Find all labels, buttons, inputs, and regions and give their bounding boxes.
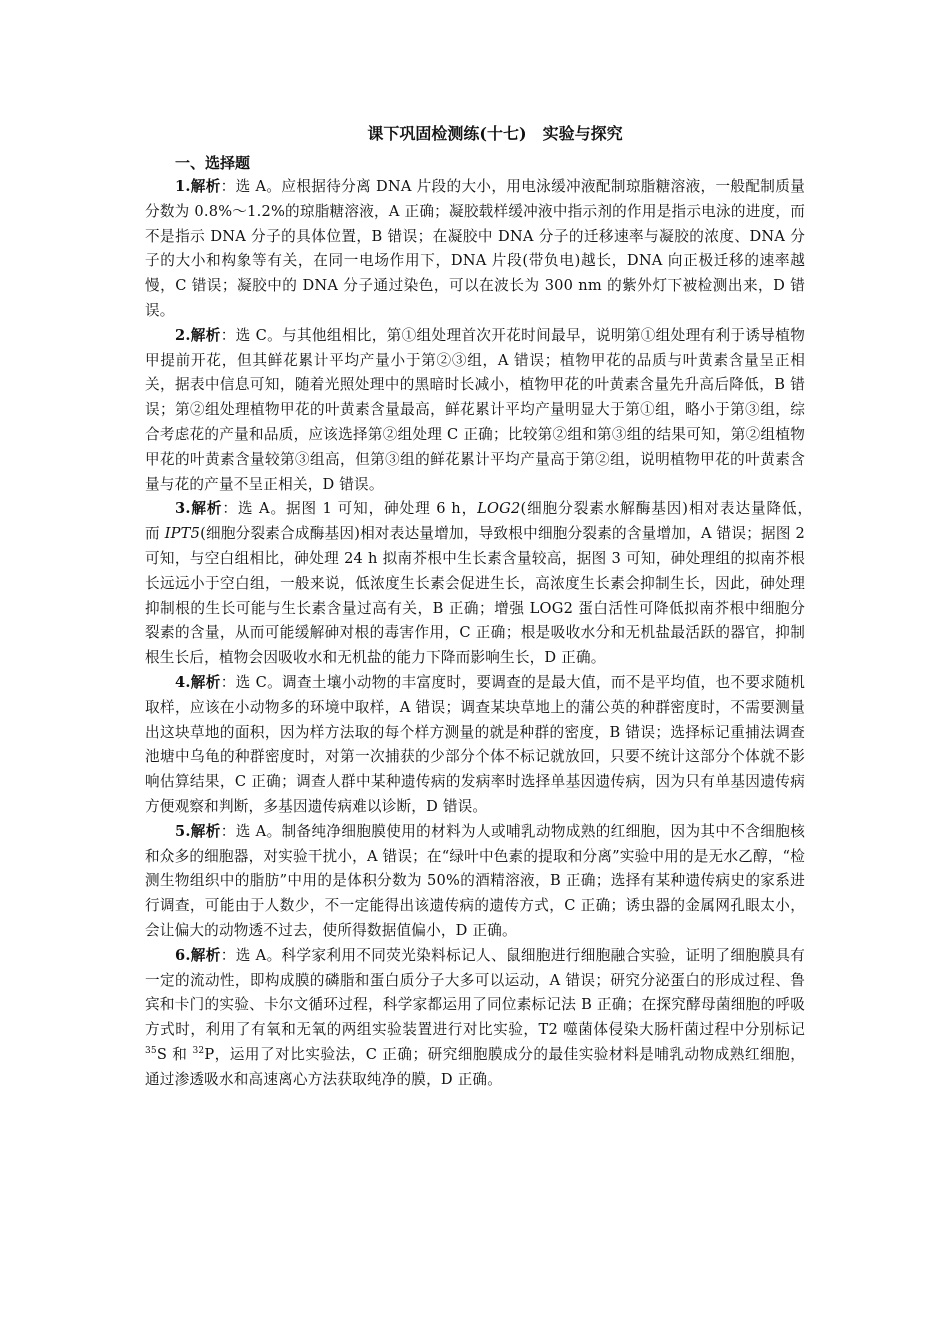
isotope-mass-number: 35: [145, 1046, 157, 1057]
answer-3: [145, 497, 820, 671]
answer-1: [145, 175, 805, 324]
answer-text: ：选 C。调查土壤小动物的丰富度时，要调查的是最大值，而不是平均值，也不要求随机取样，应该在小动物多的环境中取样，A 错误；调查某块草地上的蒲公英的种群密度时，不需要测量出这块草地的面积，因为样方法取的每个样方测量的就是种群的密度，B 错误；选择标记重捕法调查池塘中乌龟的种群密度时，对第一次捕获的少部分个体不标记就放回，只要不统计这部分个体就不影响估算结果，C 正确；调查人群中某种遗传病的发病率时选择单基因遗传病，因为只有单基因遗传病方便观察和判断，多基因遗传病难以诊断，D 错误。: [145, 673, 805, 815]
answer-4: [145, 671, 805, 820]
answer-label: 2.解析: [175, 326, 221, 344]
answer-text: (细胞分裂素水解酶基因)相对表达量降低， 而: [145, 500, 820, 543]
answer-label: 4.解析: [175, 673, 221, 691]
answer-text: ：选 A。科学家利用不同荧光染料标记人、鼠细胞进行细胞融合实验，证明了细胞膜具有一定的流动性，即构成膜的磷脂和蛋白质分子大多可以运动，A 错误；研究分泌蛋白的形成过程、鲁宾和卡门的实验、卡尔文循环过程，科学家都运用了同位素标记法 B 正确；在探究酵母菌细胞的呼吸方式时，利用了有氧和无氧的两组实验装置进行对比实验，T2 噬菌体侵染大肠杆菌过程中分别标记: [145, 946, 805, 1039]
answer-6: [145, 944, 805, 1093]
page-title: 课下巩固检测练(十七) 实验与探究: [367, 124, 623, 143]
gene-name: IPT5: [164, 525, 201, 543]
answer-label: 1.解析: [175, 178, 221, 195]
answer-label: 5.解析: [175, 822, 221, 840]
answer-text: ：选 A。制备纯净细胞膜使用的材料为人或哺乳动物成熟的红细胞，因为其中不含细胞核和众多的细胞器，对实验干扰小，A 错误；在“绿叶中色素的提取和分离”实验中用的是无水乙醇，“检测生物组织中的脂肪”中用的是体积分数为 50%的酒精溶液，B 正确；选择有某种遗传病史的家系进行调查，可能由于人数少，不一定能得出该遗传病的遗传方式，C 正确；诱虫器的金属网孔眼太小，会让偏大的动物透不过去，使所得数据值偏小，D 正确。: [145, 822, 805, 939]
answer-label: 3.解析: [175, 500, 223, 518]
answer-text: ：选 A。应根据待分离 DNA 片段的大小，用电泳缓冲液配制琼脂糖溶液，一般配制质量分数为 0.8%～1.2%的琼脂糖溶液，A 正确；凝胶载样缓冲液中指示剂的作用是指示电泳的进度，而不是指示 DNA 分子的具体位置，B 错误；在凝胶中 DNA 分子的迁移速率与凝胶的浓度、DNA 分子的大小和构象等有关，在同一电场作用下，DNA 片段(带负电)越长，DNA 向正极迁移的速率越慢，C 错误；凝胶中的 DNA 分子通过染色，可以在波长为 300 nm 的紫外灯下被检测出来，D 错误。: [145, 178, 805, 319]
answer-text: S 和: [156, 1045, 193, 1063]
gene-name: LOG2: [477, 500, 521, 518]
isotope-mass-number: 32: [192, 1046, 205, 1057]
answer-text: ：选 A。据图 1 可知，砷处理 6 h，: [222, 500, 478, 518]
answer-text: ：选 C。与其他组相比，第①组处理首次开花时间最早，说明第①组处理有利于诱导植物甲提前开花，但其鲜花累计平均产量小于第②③组，A 错误；植物甲花的品质与叶黄素含量呈正相关，据表中信息可知，随着光照处理中的黑暗时长减小，植物甲花的叶黄素含量先升高后降低，B 错误；第②组处理植物甲花的叶黄素含量最高，鲜花累计平均产量明显大于第①组，略小于第③组，综合考虑花的产量和品质，应该选择第②组处理 C 正确；比较第②组和第③组的结果可知，第②组植物甲花的叶黄素含量较第③组高，但第③组的鲜花累计平均产量高于第②组，说明植物甲花的叶黄素含量与花的产量不呈正相关，D 错误。: [145, 326, 805, 493]
answer-5: [145, 820, 805, 944]
document-body: [145, 123, 820, 1092]
answer-text: P，运用了对比实验法，C 正确；研究细胞膜成分的最佳实验材料是哺乳动物成熟红细胞，通过渗透吸水和高速离心方法获取纯净的膜，D 正确。: [145, 1045, 806, 1088]
answer-text: (细胞分裂素合成酶基因)相对表达量增加，导致根中细胞分裂素的含量增加，A 错误；据图 2 可知，与空白组相比，砷处理 24 h 拟南芥根中生长素含量较高，据图 3 可知，砷处理组的拟南芥根长远远小于空白组，一般来说，低浓度生长素会促进生长，高浓度生长素会抑制生长，因此，砷处理抑制根的生长可能与生长素含量过高有关，B 正确；增强 LOG2 蛋白活性可降低拟南芥根中细胞分裂素的含量，从而可能缓解砷对根的毒害作用，C 正确；根是吸收水分和无机盐最活跃的器官，抑制根生长后，植物会因吸收水和无机盐的能力下降而影响生长，D 正确。: [145, 525, 805, 667]
answer-2: [145, 324, 805, 498]
answer-label: 6.解析: [175, 946, 221, 964]
section-heading: 一、选择题: [175, 154, 251, 172]
